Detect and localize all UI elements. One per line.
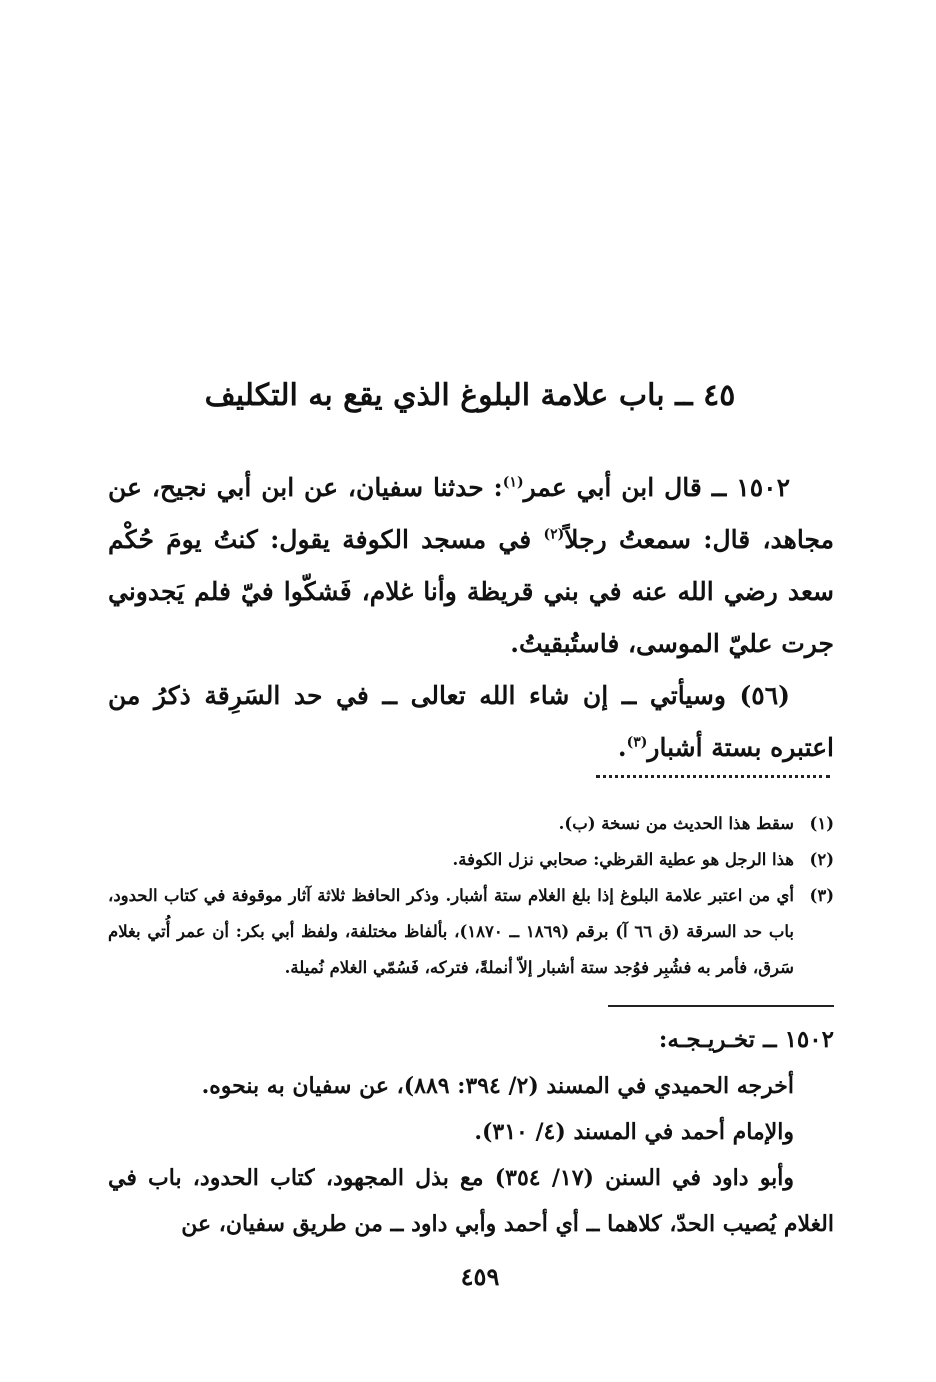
footnotes bbox=[108, 806, 834, 986]
footnote-text: أي من اعتبر علامة البلوغ إذا بلغ الغلام ستة أشبار. وذكر الحافظ ثلاثة آثار موقوفة في كتاب الحدود، باب حد السرقة (ق ٦٦ آ) برقم (١٨٦٩ ــ ١٨٧٠)، بألفاظ مختلفة، ولفظ أبي بكر: أن عمر أُتي بغلام سَرق، فأمر به فشُبِر فوُجد ستة أشبار إلاّ أنملةً، فتركه، فَسُمّي الغلام نُميلة. bbox=[108, 886, 794, 977]
note-text-part: (٥٦) وسيأتي ــ إن شاء الله تعالى ــ في حد السَرِقة ذكرُ من اعتبره بستة أشبار bbox=[108, 681, 834, 762]
hadith-text-part: : حدثنا سفيان، عن ابن أبي نجيح، عن مجاهد، قال: سمعتُ رجلاً bbox=[108, 473, 835, 554]
footnote-number: (٣) bbox=[809, 886, 834, 905]
takhrij-line: وأبو داود في السنن (١٧/ ٣٥٤) مع بذل المجهود، كتاب الحدود، باب في الغلام يُصيب الحدّ، كلاهما ــ أي أحمد وأبي داود ــ من طريق سفيان، عن bbox=[108, 1165, 834, 1237]
takhrij-section bbox=[108, 1017, 834, 1247]
footnote-separator bbox=[596, 775, 830, 778]
chapter-title: ٤٥ ــ باب علامة البلوغ الذي يقع به التكليف bbox=[204, 378, 736, 414]
footnote-number: (١) bbox=[809, 814, 834, 833]
hadith-text bbox=[108, 462, 834, 774]
footnote-item bbox=[108, 806, 834, 842]
hadith-text-part: في مسجد الكوفة يقول: كنتُ يومَ حُكْم سعد رضي الله عنه في بني قريظة وأنا غلام، فَشكّوا فيّ فلم يَجدوني جرت عليّ الموسى، فاستُبقيتُ. bbox=[108, 525, 834, 658]
note-text-part: . bbox=[617, 733, 627, 762]
takhrij-separator bbox=[608, 1005, 834, 1007]
takhrij-heading: ١٥٠٢ ــ تخـريـجـه: bbox=[658, 1026, 834, 1053]
note-paragraph-56 bbox=[108, 670, 834, 774]
footnote-item bbox=[108, 878, 834, 986]
takhrij-line: أخرجه الحميدي في المسند (٢/ ٣٩٤: ٨٨٩)، عن سفيان به بنحوه. bbox=[201, 1073, 794, 1099]
footnote-number: (٢) bbox=[809, 850, 834, 869]
page-number: ٤٥٩ bbox=[460, 1262, 500, 1291]
footnote-ref-1[interactable]: (١) bbox=[502, 474, 524, 491]
footnote-ref-3[interactable]: (٣) bbox=[626, 734, 648, 751]
hadith-paragraph-1502 bbox=[108, 462, 834, 670]
footnote-item bbox=[108, 842, 834, 878]
footnote-ref-2[interactable]: (٢) bbox=[543, 526, 565, 543]
footnote-text: هذا الرجل هو عطية القرظي: صحابي نزل الكوفة. bbox=[452, 850, 794, 869]
footnote-text: سقط هذا الحديث من نسخة (ب). bbox=[558, 814, 794, 833]
takhrij-line: والإمام أحمد في المسند (٤/ ٣١٠). bbox=[474, 1119, 794, 1145]
hadith-text-part: ١٥٠٢ ــ قال ابن أبي عمر bbox=[523, 473, 790, 502]
